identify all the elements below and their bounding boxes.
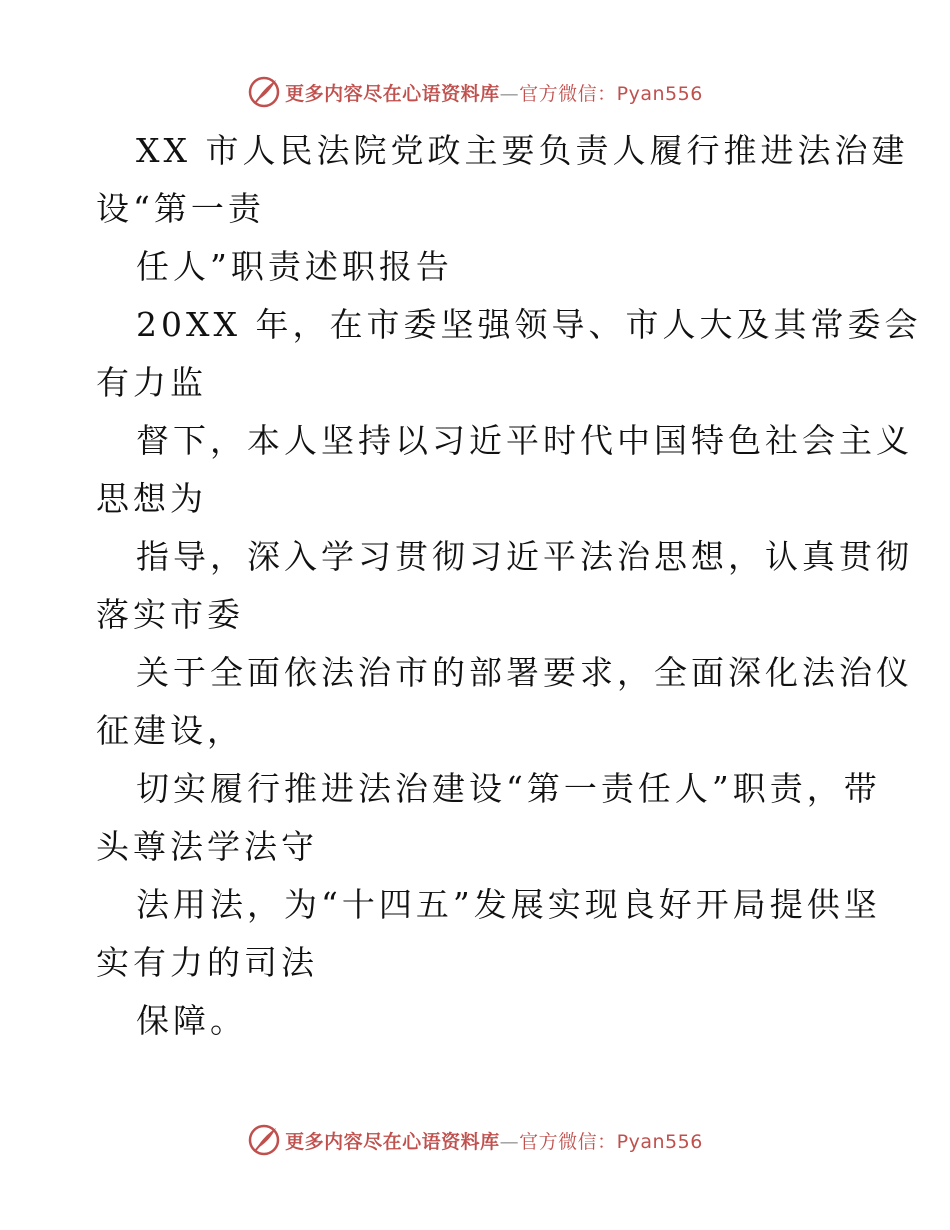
paragraph-line: 指导，深入学习贯彻习近平法治思想，认真贯彻 <box>136 537 913 576</box>
quill-logo-icon <box>247 1123 281 1157</box>
quill-logo-icon <box>247 75 281 109</box>
banner-wechat-text: 官方微信：Pyan556 <box>519 82 703 105</box>
paragraph-line: 有力监 <box>96 363 207 402</box>
paragraph-line: 法用法，为“十四五”发展实现良好开局提供坚 <box>136 885 881 924</box>
paragraph-line: 落实市委 <box>96 595 244 634</box>
paragraph-line: 征建设， <box>96 711 244 750</box>
paragraph-line: 实有力的司法 <box>96 943 318 982</box>
paragraph-line: 思想为 <box>96 479 207 518</box>
title-line-2: 设“第一责 <box>96 189 265 228</box>
banner-text <box>285 1127 703 1154</box>
banner-wechat-text: 官方微信：Pyan556 <box>519 1130 703 1153</box>
banner-dash: — <box>499 82 520 105</box>
banner-main-text: 更多内容尽在心语资料库 <box>285 1130 500 1153</box>
paragraph-line: 关于全面依法治市的部署要求，全面深化法治仪 <box>136 653 913 692</box>
paragraph-line: 保障。 <box>136 1001 247 1040</box>
document-body <box>96 122 922 1050</box>
footer-banner <box>0 1120 950 1160</box>
banner-dash: — <box>499 1130 520 1153</box>
title-line-1: XX 市人民法院党政主要负责人履行推进法治建 <box>136 131 909 170</box>
title-line-3: 任人”职责述职报告 <box>136 247 453 286</box>
paragraph-line: 督下，本人坚持以习近平时代中国特色社会主义 <box>136 421 913 460</box>
banner-main-text: 更多内容尽在心语资料库 <box>285 82 500 105</box>
header-banner <box>0 72 950 112</box>
paragraph-line: 切实履行推进法治建设“第一责任人”职责，带 <box>136 769 881 808</box>
banner-text <box>285 79 703 106</box>
paragraph-line: 头尊法学法守 <box>96 827 318 866</box>
paragraph-line: 20XX 年，在市委坚强领导、市人大及其常委会 <box>136 305 922 344</box>
